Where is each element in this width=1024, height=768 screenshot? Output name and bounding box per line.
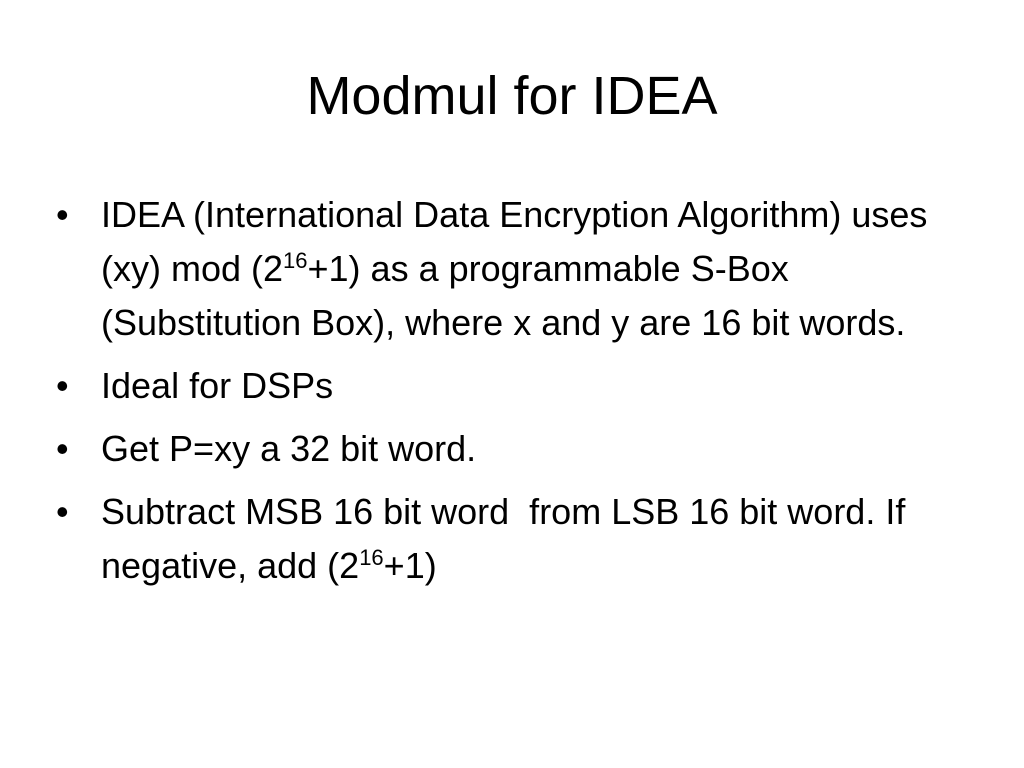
bullet-text-segment: IDEA (International Data Encryption Algorithm) uses (xy) mod (2 [101,194,928,289]
exponent-superscript: 16 [359,545,384,570]
bullet-marker: • [56,365,69,406]
bullet-marker: • [56,428,69,469]
bullet-item-product [56,422,976,476]
bullet-text-segment: +1) as a programmable S-Box (Substitution Box), where x and y are 16 bit words. [101,248,906,343]
bullet-text-segment: Subtract MSB 16 bit word from LSB 16 bit word. If negative, add (2 [101,491,916,586]
bullet-text: Get P=xy a 32 bit word. [101,428,477,469]
bullet-item-idea-definition [56,188,976,350]
bullet-list [56,188,976,602]
bullet-marker: • [56,194,69,235]
slide-title: Modmul for IDEA [306,66,718,126]
bullet-item-dsp [56,359,976,413]
bullet-text: Ideal for DSPs [101,365,334,406]
exponent-superscript: 16 [283,248,308,273]
bullet-text-segment: +1) [383,545,437,586]
bullet-marker: • [56,491,69,532]
bullet-item-subtract [56,485,976,593]
